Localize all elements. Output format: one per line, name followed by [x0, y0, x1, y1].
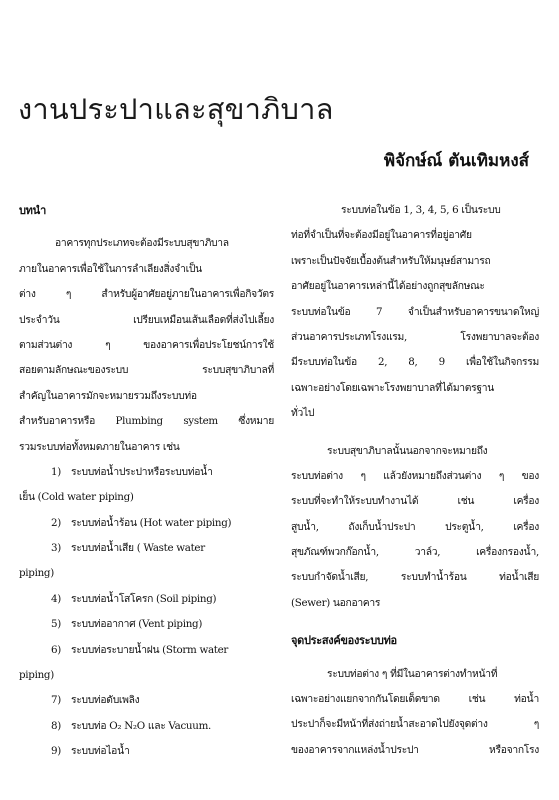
- paragraph-line: สูบน้ำ, ถังเก็บน้ำประปา ประตูน้ำ, เครื่อง: [291, 520, 539, 533]
- intro-line: รวมระบบท่อทั้งหมดภายในอาคาร เช่น: [19, 440, 180, 453]
- paragraph-line: ระบบกำจัดน้ำเสีย, ระบบทำน้ำร้อน ท่อน้ำเสีย: [291, 571, 539, 584]
- paragraph-line: ระบบสุขาภิบาลนั้นนอกจากจะหมายถึง: [327, 444, 488, 457]
- list-item: 4) ระบบท่อน้ำโสโครก (Soil piping): [51, 592, 217, 605]
- list-item: 3) ระบบท่อน้ำเสีย ( Waste water: [51, 542, 205, 555]
- paragraph-line: ระบบที่จะทำให้ระบบทำงานได้ เช่น เครื่อง: [291, 495, 539, 508]
- author-name: พิจักษ์ณ์ ตันเทิมหงส์: [383, 151, 529, 171]
- list-item: 9) ระบบท่อไอน้ำ: [51, 745, 130, 758]
- intro-line: สำคัญในอาคารมักจะหมายรวมถึงระบบท่อ: [19, 389, 197, 402]
- intro-line: สำหรับอาคารหรือ Plumbing system ซึ่งหมาย: [19, 415, 274, 428]
- intro-line: สอยตามลักษณะของระบบ ระบบสุขาภิบาลที่: [19, 364, 274, 377]
- left-column: [19, 198, 274, 765]
- list-item: 1) ระบบท่อน้ำประปาหรือระบบท่อน้ำ: [51, 465, 213, 478]
- intro-line: ประจำวัน เปรียบเหมือนเส้นเลือดที่ส่งไปเลี้ยง: [19, 313, 274, 326]
- paragraph-line: ท่อที่จำเป็นที่จะต้องมีอยู่ในอาคารที่อยู่อาศัย: [291, 229, 472, 242]
- paragraph-line: เฉพาะอย่างโดยเฉพาะโรงพยาบาลที่ได้มาตรฐาน: [291, 381, 495, 394]
- list-item: 5) ระบบท่ออากาศ (Vent piping): [51, 618, 203, 631]
- list-item-continued: เย็น (Cold water piping): [19, 491, 134, 504]
- list-item: 8) ระบบท่อ O₂ N₂O และ Vacuum.: [51, 719, 212, 732]
- paragraph-line: ระบบท่อต่าง ๆ ที่มีในอาคารต่างทำหน้าที่: [327, 667, 498, 680]
- article-title: งานประปาและสุขาภิบาล: [18, 92, 334, 126]
- paragraph-line: (Sewer) นอกอาคาร: [291, 596, 381, 609]
- list-item: 6) ระบบท่อระบายน้ำฝน (Storm water: [51, 643, 229, 656]
- list-item-continued: piping): [19, 567, 54, 580]
- list-item-continued: piping): [19, 669, 54, 682]
- paragraph-line: สุขภัณฑ์พวกก๊อกน้ำ, วาล์ว, เครื่องกรองน้ำ,: [291, 546, 539, 559]
- paragraph-line: เพราะเป็นปัจจัยเบื้องต้นสำหรับให้มนุษย์สามารถ: [291, 254, 491, 267]
- paragraph-line: ระบบท่อต่าง ๆ แล้วยังหมายถึงส่วนต่าง ๆ ของ: [291, 469, 539, 482]
- paragraph-line: เฉพาะอย่างแยกจากกันโดยเด็ดขาด เช่น ท่อน้ำ: [291, 693, 539, 706]
- paragraph-line: อาศัยอยู่ในอาคารเหล่านี้ได้อย่างถูกสุขลักษณะ: [291, 280, 485, 293]
- paragraph-line: ประปาก็จะมีหน้าที่ส่งถ่ายน้ำสะอาดไปยังจุดต่าง ๆ: [291, 718, 539, 731]
- paragraph-line: มีระบบท่อในข้อ 2, 8, 9 เพื่อใช้ในกิจกรรม: [291, 356, 539, 369]
- paragraph-line: ของอาคารจากแหล่งน้ำประปา หรือจากโรง: [291, 743, 539, 756]
- intro-line: ภายในอาคารเพื่อใช้ในการลำเลียงสิ่งจำเป็น: [19, 262, 202, 275]
- paragraph-line: ส่วนอาคารประเภทโรงแรม, โรงพยาบาลจะต้อง: [291, 330, 539, 343]
- right-column: [291, 198, 539, 763]
- paragraph-line: ทั่วไป: [291, 407, 315, 420]
- list-item: 7) ระบบท่อดับเพลิง: [51, 694, 140, 707]
- paragraph-line: ระบบท่อในข้อ 1, 3, 4, 5, 6 เป็นระบบ: [341, 204, 501, 216]
- intro-line: อาคารทุกประเภทจะต้องมีระบบสุขาภิบาล: [55, 237, 229, 250]
- section-heading-intro: บทนำ: [19, 204, 47, 217]
- intro-line: ต่าง ๆ สำหรับผู้อาศัยอยู่ภายในอาคารเพื่อกิจวัตร: [19, 288, 274, 301]
- section-heading-purpose: จุดประสงค์ของระบบท่อ: [291, 634, 397, 648]
- list-item: 2) ระบบท่อน้ำร้อน (Hot water piping): [51, 516, 232, 529]
- paragraph-line: ระบบท่อในข้อ 7 จำเป็นสำหรับอาคารขนาดใหญ่: [291, 305, 539, 318]
- intro-line: ตามส่วนต่าง ๆ ของอาคารเพื่อประโยชน์การใช้: [19, 338, 274, 351]
